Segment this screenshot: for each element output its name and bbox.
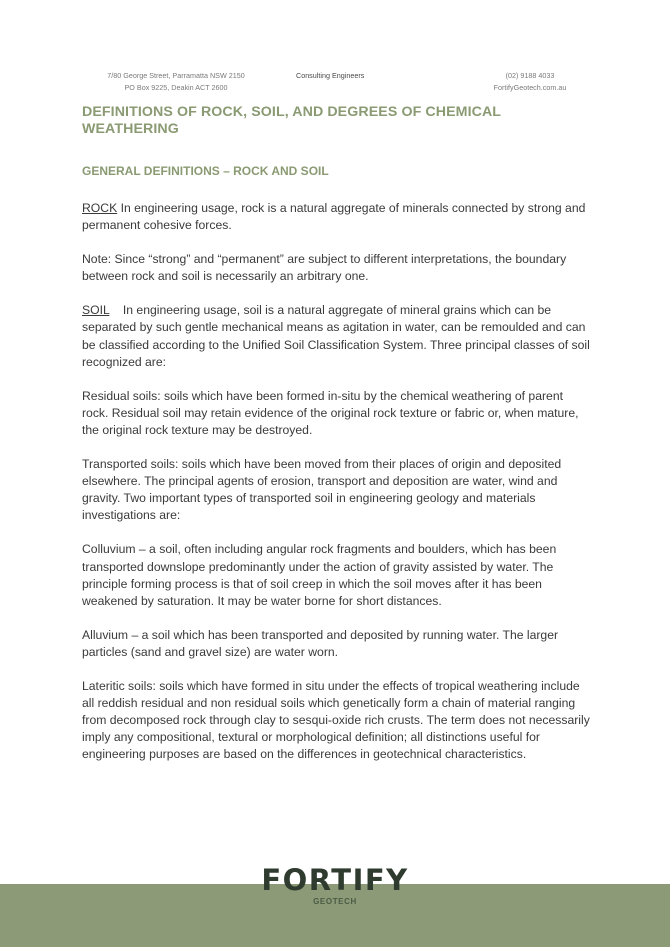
- section-heading: GENERAL DEFINITIONS – ROCK AND SOIL: [82, 164, 329, 178]
- alluvium-paragraph: Alluvium – a soil which has been transported and deposited by running water. The larger particles (sand and gravel size) are water worn.: [82, 627, 559, 659]
- phone-number: (02) 9188 4033: [505, 71, 555, 80]
- website-link[interactable]: FortifyGeotech.com.au: [493, 82, 567, 92]
- header-tagline: [296, 70, 376, 82]
- rock-text: In engineering usage, rock is a natural aggregate of minerals connected by strong and permanent cohesive forces.: [82, 201, 586, 233]
- colluvium-paragraph: Colluvium – a soil, often including angular rock fragments and boulders, which has been transported downslope predominantly under the action of gravity assisted by water. The principle forming process is that of soil creep in which the soil moves after it has been weakened by saturation. It may be water borne for short distances.: [82, 542, 557, 608]
- residual-soils-paragraph: Residual soils: soils which have been formed in-situ by the chemical weathering of parent rock. Residual soil may retain evidence of the original rock texture or fabric or, when mature, the original rock texture may be destroyed.: [82, 388, 579, 437]
- document-body: [82, 104, 592, 763]
- soil-text: In engineering usage, soil is a natural aggregate of mineral grains which can be separated by such gentle mechanical means as agitation in water, can be remoulded and can be classified according to the Unified Soil Classification System. Three principal classes of soil recognized are:: [82, 303, 594, 369]
- company-logo: [0, 864, 670, 907]
- soil-term: SOIL: [82, 303, 110, 318]
- tagline: Consulting Engineers: [296, 71, 365, 80]
- lateritic-soils-paragraph: Lateritic soils: soils which have formed in situ under the effects of tropical weathering include all reddish residual and non residual soils which genetically form a chain of material ranging from decomposed rock through clay to sesqui-oxide rich crusts. The term does not necessarily imply any compositional, textural or morphological definition; all distinctions useful for engineering purposes are based on the differences in geotechnical characteristics.: [82, 678, 590, 762]
- soil-definition: [82, 302, 592, 370]
- rock-definition: [82, 200, 592, 234]
- note-paragraph: Note: Since “strong” and “permanent” are subject to different interpretations, the boundary between rock and soil is necessarily an arbitrary one.: [82, 252, 567, 284]
- address-line-1: 7/80 George Street, Parramatta NSW 2150: [107, 71, 245, 80]
- rock-term: ROCK: [82, 201, 118, 215]
- header-contact: [470, 70, 590, 93]
- header-address: [96, 70, 256, 93]
- logo-subtitle: GEOTECH: [313, 897, 357, 906]
- logo-wordmark: FORTIFY: [261, 863, 409, 897]
- transported-soils-paragraph: Transported soils: soils which have been moved from their places of origin and deposited elsewhere. The principal agents of erosion, transport and deposition are water, wind and gravity. Two important types of transported soil in engineering geology and materials investigations are:: [82, 457, 562, 523]
- document-title: DEFINITIONS OF ROCK, SOIL, AND DEGREES OF CHEMICAL WEATHERING: [82, 104, 501, 137]
- address-line-2: PO Box 9225, Deakin ACT 2600: [124, 82, 228, 92]
